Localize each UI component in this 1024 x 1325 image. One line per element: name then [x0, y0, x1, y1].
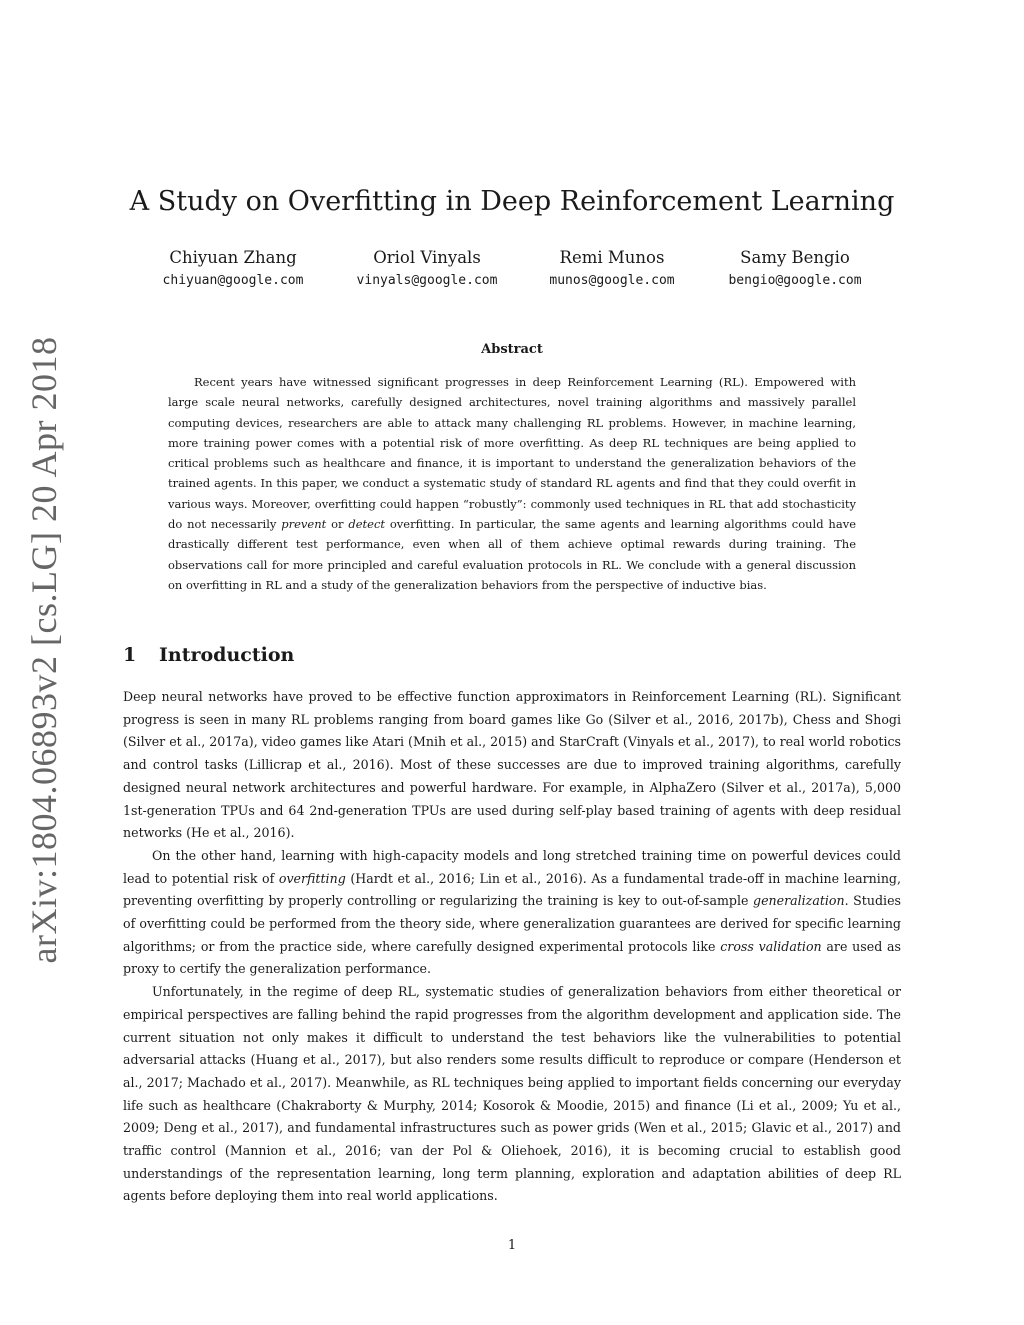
paragraph-text: are used as proxy to certify the generalization performance. — [123, 938, 901, 977]
abstract-text-part: overfitting. In particular, the same agents and learning algorithms could have drastically different test performance, even when all of them achieve optimal rewards during training. The observations call for more principled and careful evaluation protocols in RL. We conclude with a general discussion on overfitting in RL and a study of the generalization behaviors from the perspective of inductive bias. — [168, 517, 856, 592]
introduction-body — [123, 686, 901, 1208]
section-title: Introduction — [159, 644, 295, 666]
author-1 — [123, 248, 343, 288]
paper-title: A Study on Overfitting in Deep Reinforcement Learning — [129, 186, 895, 217]
abstract-emphasis: detect — [348, 517, 385, 532]
author-name: Samy Bengio — [740, 248, 850, 267]
paragraph-1: Deep neural networks have proved to be effective function approximators in Reinforcement Learning (RL). Significant progress is seen in many RL problems ranging from board games like Go (Silver et al., 2016, 2017b), Chess and Shogi (Silver et al., 2017a), video games like Atari (Mnih et al., 2015) and StarCraft (Vinyals et al., 2017), to real world robotics and control tasks (Lillicrap et al., 2016). Most of these successes are due to improved training algorithms, carefully designed neural network architectures and powerful hardware. For example, in AlphaZero (Silver et al., 2017a), 5,000 1st-generation TPUs and 64 2nd-generation TPUs are used during self-play based training of agents with deep residual networks (He et al., 2016). — [123, 689, 901, 841]
abstract-heading: Abstract — [481, 342, 543, 357]
author-email: bengio@google.com — [728, 273, 862, 288]
arxiv-identifier: arXiv:1804.06893v2 [cs.LG] 20 Apr 2018 — [24, 336, 64, 964]
paragraph-emphasis: cross validation — [720, 938, 822, 954]
author-4 — [685, 248, 905, 288]
author-email: chiyuan@google.com — [162, 273, 304, 288]
author-email: munos@google.com — [549, 273, 675, 288]
abstract-text-part: or — [326, 517, 349, 532]
abstract-emphasis: prevent — [281, 517, 327, 532]
author-name: Oriol Vinyals — [373, 248, 481, 267]
paragraph-2 — [123, 845, 901, 981]
paragraph-text: (Hardt et al., 2016; Lin et al., 2016). As a fundamental trade-off in machine learning, preventing overfitting by properly controlling or regularizing the training is key to out-of-sample — [123, 870, 901, 909]
author-list — [0, 248, 1024, 308]
paragraph-emphasis: generalization — [753, 893, 845, 909]
author-name: Remi Munos — [559, 248, 665, 267]
section-heading — [123, 644, 294, 666]
paragraph-emphasis: overfitting — [278, 870, 346, 886]
author-email: vinyals@google.com — [356, 273, 498, 288]
section-number: 1 — [123, 644, 137, 666]
paragraph-3: Unfortunately, in the regime of deep RL, systematic studies of generalization behaviors from either theoretical or empirical perspectives are falling behind the rapid progresses from the algorithm development and application side. The current situation not only makes it difficult to understand the test behaviors like the vulnerabilities to potential adversarial attacks (Huang et al., 2017), but also renders some results difficult to reproduce or compare (Henderson et al., 2017; Machado et al., 2017). Meanwhile, as RL techniques being applied to important fields concerning our everyday life such as healthcare (Chakraborty & Murphy, 2014; Kosorok & Moodie, 2015) and finance (Li et al., 2009; Yu et al., 2009; Deng et al., 2017), and fundamental infrastructures such as power grids (Wen et al., 2015; Glavic et al., 2017) and traffic control (Mannion et al., 2016; van der Pol & Oliehoek, 2016), it is becoming crucial to establish good understandings of the representation learning, long term planning, exploration and adaptation abilities of deep RL agents before deploying them into real world applications. — [123, 984, 901, 1204]
abstract-text — [168, 372, 856, 595]
abstract-text-part: Recent years have witnessed significant progresses in deep Reinforcement Learning (RL). Empowered with large scale neural networks, carefully designed architectures, novel training algorithms and massively parallel computing devices, researchers are able to attack many challenging RL problems. However, in machine learning, more training power comes with a potential risk of more overfitting. As deep RL techniques are being applied to critical problems such as healthcare and finance, it is important to understand the generalization behaviors of the trained agents. In this paper, we conduct a systematic study of standard RL agents and find that they could overfit in various ways. Moreover, overfitting could happen “robustly”: commonly used techniques in RL that add stochasticity do not necessarily — [168, 375, 856, 532]
paragraph-text: On the other hand, learning with high-capacity models and long stretched training time on powerful devices could lead to potential risk of — [123, 847, 901, 886]
paragraph-text: . Studies of overfitting could be performed from the theory side, where generalization guarantees are derived for specific learning algorithms; or from the practice side, where carefully designed experimental protocols like — [123, 893, 901, 954]
page-number: 1 — [507, 1238, 517, 1253]
author-name: Chiyuan Zhang — [169, 248, 297, 267]
